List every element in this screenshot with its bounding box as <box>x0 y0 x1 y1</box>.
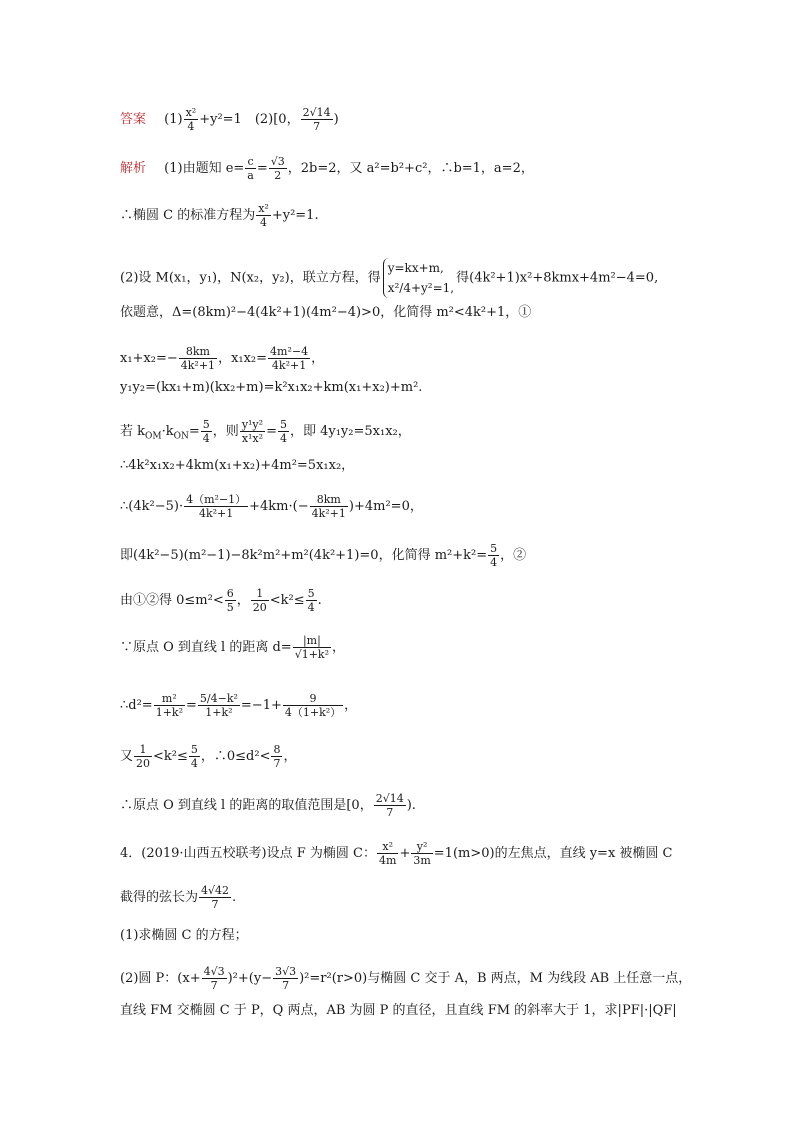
problem-line-2: 截得的弦长为 $\frac{4√42}{7}$ . <box>120 884 237 911</box>
answer-tag: 答案 <box>120 112 147 127</box>
analysis-line-12: ∵原点 O 到直线 l 的距离 d= $\frac{|m|}{\text{√1+k²}}$ ， <box>120 634 346 661</box>
fraction: $\frac{c}{a}$ <box>247 155 254 182</box>
fraction: $\frac{3√3}{7}$ <box>275 965 297 992</box>
fraction: $\frac{6}{5}$ <box>226 587 234 614</box>
fraction: $\frac{5}{4}$ <box>490 542 498 569</box>
problem-question-2-cont: 直线 FM 交椭圆 C 于 P，Q 两点，AB 为圆 P 的直径，且直线 FM 的斜率大于 1，求|PF|·|QF| <box>120 1003 677 1018</box>
fraction: $\frac{\text{x²}}{4}$ <box>258 202 269 229</box>
fraction: $\frac{8km}{\text{4k²+1}}$ <box>311 493 346 520</box>
problem-line-1: 4．(2019·山西五校联考)设点 F 为椭圆 C： $\frac{\text{x²}}{4m}$ + $\frac{\text{y²}}{3m}$ =1(m>0)的左焦点，直线 y=x 被椭圆 C <box>120 840 673 867</box>
analysis-line-9: ∴(4k²−5)· $\frac{\text{4（m²−1）}}{\text{4k²+1}}$ +4km·(− $\frac{8km}{\text{4k²+1}}$ )+4m²=0， <box>120 493 423 520</box>
fraction: $\frac{√3}{2}$ <box>270 155 285 182</box>
fraction: $\frac{8}{7}$ <box>273 743 281 770</box>
analysis-line-11: 由①②得 0≤m²< $\frac{6}{5}$ ， $\frac{1}{20}$ <k²≤ $\frac{5}{4}$ . <box>120 587 322 614</box>
fraction: $\frac{1}{20}$ <box>136 743 151 770</box>
answer-line: 答案 (1) $\frac{\text{x²}}{4}$ +y²=1 (2)[0， $\frac{2√14}{7}$ ) <box>120 106 339 133</box>
analysis-line-4: 依题意，Δ=(8km)²−4(4k²+1)(4m²−4)>0，化简得 m²<4k²+1，① <box>120 305 532 320</box>
fraction: $\frac{|m|}{\text{√1+k²}}$ <box>294 634 330 661</box>
fraction: $\frac{\text{y²}}{3m}$ <box>413 840 431 867</box>
fraction: $\frac{\text{x²}}{4m}$ <box>379 840 397 867</box>
fraction: $\frac{9}{\text{4（1+k²）}}$ <box>284 692 342 719</box>
fraction: $\frac{5}{4}$ <box>307 587 315 614</box>
analysis-line-6: y₁y₂=(kx₁+m)(kx₂+m)=k²x₁x₂+km(x₁+x₂)+m². <box>120 380 423 395</box>
analysis-line-14: 又 $\frac{1}{20}$ <k²≤ $\frac{5}{4}$ ，∴0≤d²< $\frac{8}{7}$ ， <box>120 743 297 770</box>
analysis-line-5: x₁+x₂=− $\frac{8km}{\text{4k²+1}}$ ，x₁x₂= $\frac{\text{4m²−4}}{\text{4k²+1}}$ ， <box>120 345 325 372</box>
equation-system: y=kx+m, x²/4+y²=1, <box>383 258 454 298</box>
analysis-line-8: ∴4k²x₁x₂+4km(x₁+x₂)+4m²=5x₁x₂， <box>120 458 355 473</box>
analysis-line-3: (2)设 M(x₁，y₁)，N(x₂，y₂)，联立方程，得 y=kx+m, x²/4+y²=1, 得(4k²+1)x²+8kmx+4m²−4=0, <box>120 258 680 298</box>
fraction: $\frac{1}{20}$ <box>252 587 267 614</box>
fraction: $\frac{5}{4}$ <box>279 418 287 445</box>
analysis-line-2: ∴椭圆 C 的标准方程为 $\frac{\text{x²}}{4}$ +y²=1. <box>120 202 319 229</box>
problem-question-2: (2)圆 P：(x+ $\frac{4√3}{7}$ )²+(y− $\frac{3√3}{7}$ )²=r²(r>0)与椭圆 C 交于 A，B 两点，M 为线段 AB 上任意一点， <box>120 965 692 992</box>
fraction: $\frac{\text{m²}}{\text{1+k²}}$ <box>155 692 183 719</box>
fraction: $\frac{\text{4（m²−1）}}{\text{4k²+1}}$ <box>186 493 247 520</box>
analysis-tag: 解析 <box>120 161 147 176</box>
analysis-line-13: ∴d²= $\frac{\text{m²}}{\text{1+k²}}$ = $\frac{\text{5/4−k²}}{\text{1+k²}}$ =−1+ $\frac{9}{\text{4（1+k²）}}$ ， <box>120 692 358 719</box>
fraction: $\frac{4√3}{7}$ <box>203 965 225 992</box>
fraction: $\frac{2√14}{7}$ <box>302 106 331 133</box>
fraction: $\frac{2√14}{7}$ <box>375 792 404 819</box>
analysis-line-1: 解析 (1)由题知 e= $\frac{c}{a}$ = $\frac{√3}{2}$ ，2b=2，又 a²=b²+c²，∴b=1，a=2， <box>120 155 534 182</box>
analysis-line-15: ∴原点 O 到直线 l 的距离的取值范围是[0， $\frac{2√14}{7}$ ). <box>120 792 416 819</box>
fraction: $\frac{8km}{\text{4k²+1}}$ <box>180 345 216 372</box>
analysis-line-7: 若 $k_{OM}\cdot k_{ON}=$ $\frac{5}{4}$ ，则 $\frac{\text{y¹y²}}{\text{x¹x²}}$ = $\frac{5}{4}$ ，即 4y₁y₂=5x₁x₂， <box>120 418 411 445</box>
fraction: $\frac{\text{y¹y²}}{\text{x¹x²}}$ <box>241 418 264 445</box>
fraction: $\frac{5}{4}$ <box>190 743 198 770</box>
fraction: $\frac{4√42}{7}$ <box>201 884 230 911</box>
fraction: $\frac{\text{5/4−k²}}{\text{1+k²}}$ <box>199 692 238 719</box>
fraction: $\frac{\text{4m²−4}}{\text{4k²+1}}$ <box>270 345 309 372</box>
fraction: $\frac{5}{4}$ <box>202 418 210 445</box>
fraction: $\frac{\text{x²}}{4}$ <box>185 106 197 133</box>
problem-question-1: (1)求椭圆 C 的方程； <box>120 928 248 943</box>
analysis-line-10: 即(4k²−5)(m²−1)−8k²m²+m²(4k²+1)=0，化简得 m²+k²= $\frac{5}{4}$ ，② <box>120 542 527 569</box>
